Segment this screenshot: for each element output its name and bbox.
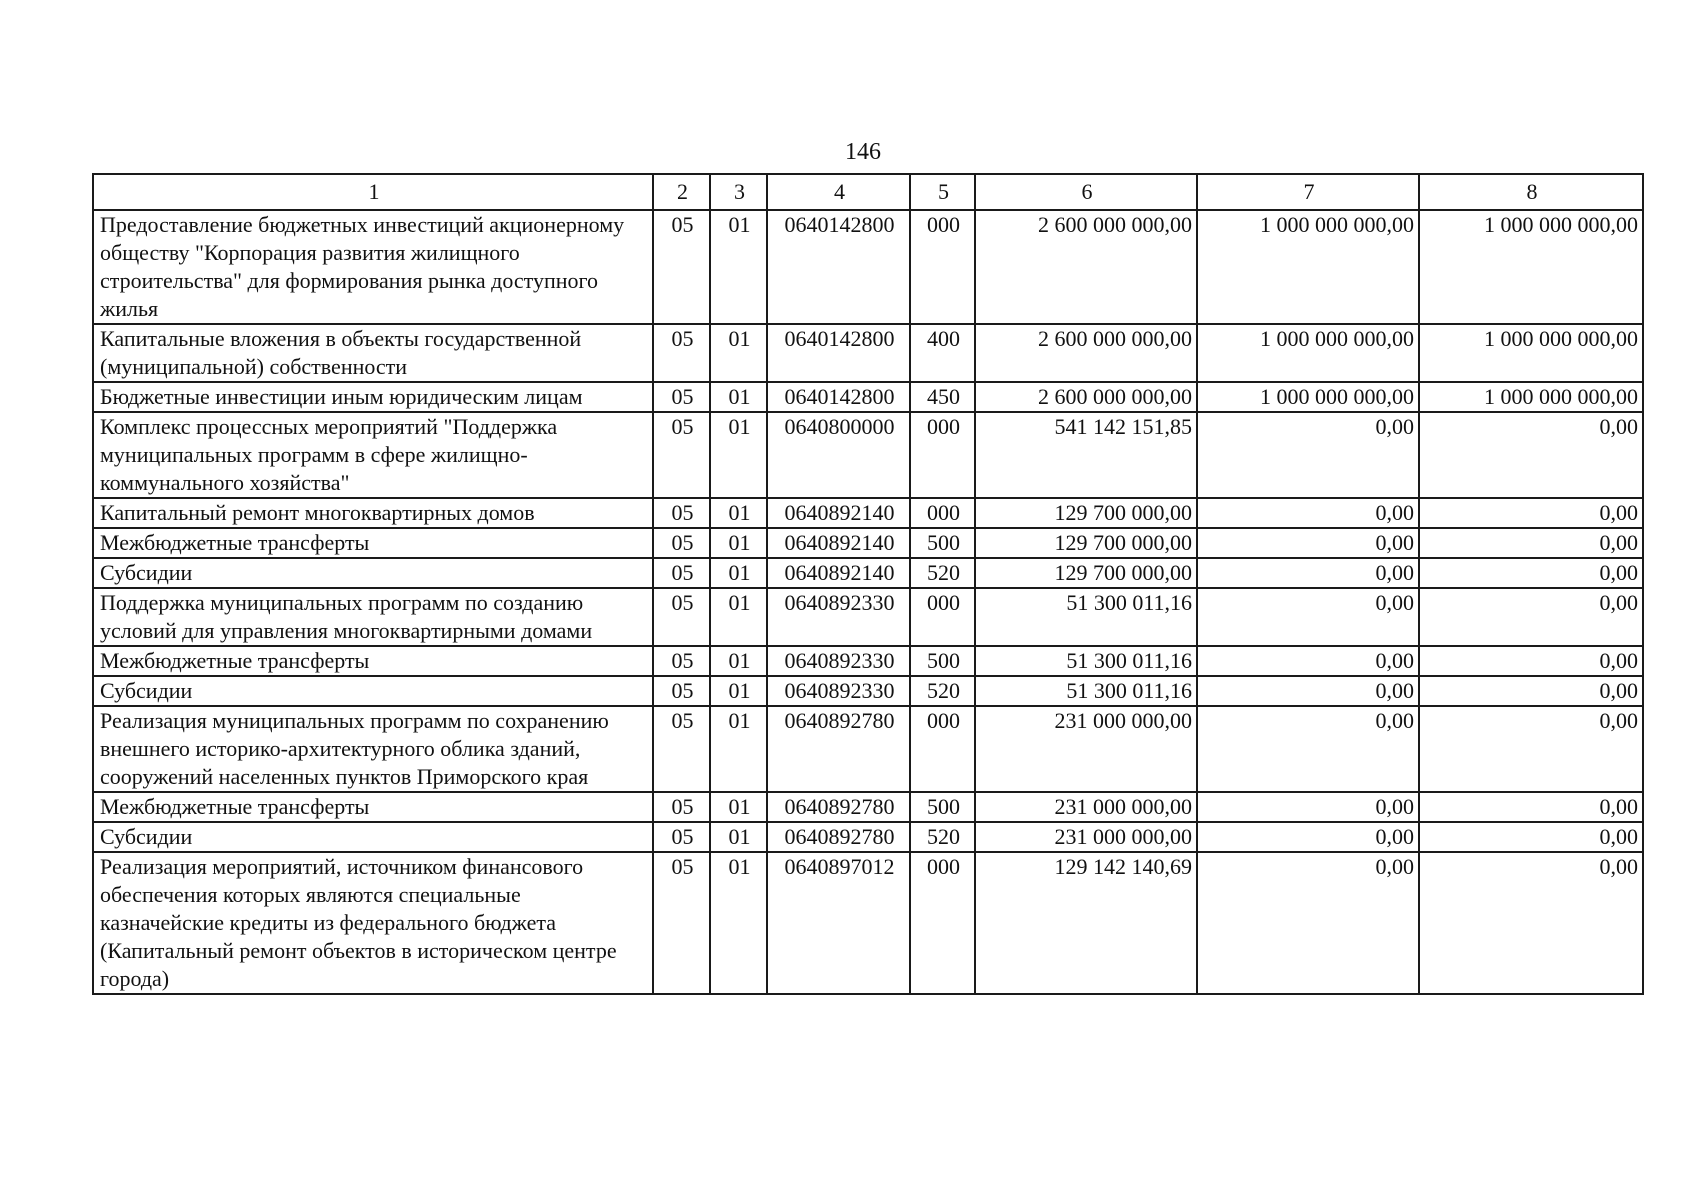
amount-col-7: 0,00 [1197, 822, 1419, 852]
table-row [93, 498, 1643, 528]
column-header: 8 [1419, 174, 1643, 210]
amount-col-8: 0,00 [1419, 412, 1643, 498]
row-name: Субсидии [93, 676, 653, 706]
row-name: Капитальные вложения в объекты государственной (муниципальной) собственности [93, 324, 653, 382]
expense-type-code: 000 [910, 588, 975, 646]
column-header: 5 [910, 174, 975, 210]
expense-type-code: 500 [910, 792, 975, 822]
amount-col-8: 0,00 [1419, 822, 1643, 852]
subsection-code: 01 [710, 646, 767, 676]
table-row [93, 646, 1643, 676]
amount-col-6: 231 000 000,00 [975, 706, 1197, 792]
amount-col-8: 0,00 [1419, 528, 1643, 558]
amount-col-7: 0,00 [1197, 646, 1419, 676]
expense-type-code: 520 [910, 558, 975, 588]
row-name: Предоставление бюджетных инвестиций акционерному обществу "Корпорация развития жилищного строительства" для формирования рынка доступного жилья [93, 210, 653, 324]
section-code: 05 [653, 706, 710, 792]
table-row [93, 412, 1643, 498]
table-row [93, 822, 1643, 852]
amount-col-6: 129 700 000,00 [975, 558, 1197, 588]
table-row [93, 792, 1643, 822]
amount-col-6: 129 142 140,69 [975, 852, 1197, 994]
row-name: Межбюджетные трансферты [93, 528, 653, 558]
column-header: 2 [653, 174, 710, 210]
table-row [93, 382, 1643, 412]
budget-table [92, 173, 1644, 995]
subsection-code: 01 [710, 822, 767, 852]
target-article-code: 0640892330 [767, 646, 910, 676]
target-article-code: 0640892140 [767, 558, 910, 588]
amount-col-6: 2 600 000 000,00 [975, 382, 1197, 412]
target-article-code: 0640892780 [767, 792, 910, 822]
expense-type-code: 000 [910, 412, 975, 498]
row-name: Межбюджетные трансферты [93, 792, 653, 822]
amount-col-8: 0,00 [1419, 588, 1643, 646]
amount-col-7: 0,00 [1197, 706, 1419, 792]
amount-col-8: 1 000 000 000,00 [1419, 382, 1643, 412]
amount-col-7: 1 000 000 000,00 [1197, 210, 1419, 324]
table-row [93, 558, 1643, 588]
amount-col-8: 1 000 000 000,00 [1419, 210, 1643, 324]
target-article-code: 0640142800 [767, 382, 910, 412]
table-row [93, 324, 1643, 382]
row-name: Капитальный ремонт многоквартирных домов [93, 498, 653, 528]
row-name: Реализация муниципальных программ по сохранению внешнего историко-архитектурного облика зданий, сооружений населенных пунктов Приморского края [93, 706, 653, 792]
page-number: 146 [845, 139, 881, 165]
section-code: 05 [653, 852, 710, 994]
amount-col-8: 0,00 [1419, 676, 1643, 706]
expense-type-code: 000 [910, 210, 975, 324]
expense-type-code: 450 [910, 382, 975, 412]
subsection-code: 01 [710, 412, 767, 498]
target-article-code: 0640892780 [767, 706, 910, 792]
amount-col-7: 0,00 [1197, 412, 1419, 498]
table-row [93, 588, 1643, 646]
amount-col-6: 51 300 011,16 [975, 676, 1197, 706]
expense-type-code: 500 [910, 646, 975, 676]
table-row [93, 852, 1643, 994]
target-article-code: 0640892140 [767, 498, 910, 528]
amount-col-8: 0,00 [1419, 852, 1643, 994]
section-code: 05 [653, 588, 710, 646]
amount-col-7: 0,00 [1197, 676, 1419, 706]
target-article-code: 0640892330 [767, 588, 910, 646]
amount-col-8: 0,00 [1419, 706, 1643, 792]
section-code: 05 [653, 324, 710, 382]
target-article-code: 0640142800 [767, 210, 910, 324]
expense-type-code: 000 [910, 706, 975, 792]
row-name: Комплекс процессных мероприятий "Поддержка муниципальных программ в сфере жилищно-коммунального хозяйства" [93, 412, 653, 498]
expense-type-code: 400 [910, 324, 975, 382]
row-name: Субсидии [93, 822, 653, 852]
amount-col-6: 231 000 000,00 [975, 822, 1197, 852]
section-code: 05 [653, 822, 710, 852]
amount-col-7: 0,00 [1197, 792, 1419, 822]
subsection-code: 01 [710, 528, 767, 558]
expense-type-code: 000 [910, 852, 975, 994]
row-name: Субсидии [93, 558, 653, 588]
section-code: 05 [653, 528, 710, 558]
subsection-code: 01 [710, 382, 767, 412]
target-article-code: 0640892140 [767, 528, 910, 558]
amount-col-7: 0,00 [1197, 852, 1419, 994]
column-header: 6 [975, 174, 1197, 210]
subsection-code: 01 [710, 558, 767, 588]
amount-col-7: 0,00 [1197, 588, 1419, 646]
section-code: 05 [653, 412, 710, 498]
subsection-code: 01 [710, 210, 767, 324]
column-header: 4 [767, 174, 910, 210]
target-article-code: 0640892330 [767, 676, 910, 706]
row-name: Межбюджетные трансферты [93, 646, 653, 676]
section-code: 05 [653, 210, 710, 324]
amount-col-8: 1 000 000 000,00 [1419, 324, 1643, 382]
table-row [93, 676, 1643, 706]
amount-col-6: 51 300 011,16 [975, 646, 1197, 676]
amount-col-6: 129 700 000,00 [975, 498, 1197, 528]
amount-col-7: 0,00 [1197, 558, 1419, 588]
section-code: 05 [653, 558, 710, 588]
target-article-code: 0640897012 [767, 852, 910, 994]
amount-col-6: 51 300 011,16 [975, 588, 1197, 646]
amount-col-8: 0,00 [1419, 558, 1643, 588]
amount-col-6: 2 600 000 000,00 [975, 210, 1197, 324]
section-code: 05 [653, 792, 710, 822]
amount-col-8: 0,00 [1419, 792, 1643, 822]
amount-col-8: 0,00 [1419, 498, 1643, 528]
subsection-code: 01 [710, 324, 767, 382]
target-article-code: 0640800000 [767, 412, 910, 498]
amount-col-6: 2 600 000 000,00 [975, 324, 1197, 382]
amount-col-7: 1 000 000 000,00 [1197, 382, 1419, 412]
section-code: 05 [653, 676, 710, 706]
amount-col-7: 1 000 000 000,00 [1197, 324, 1419, 382]
subsection-code: 01 [710, 792, 767, 822]
expense-type-code: 520 [910, 676, 975, 706]
subsection-code: 01 [710, 588, 767, 646]
amount-col-8: 0,00 [1419, 646, 1643, 676]
header-row [93, 174, 1643, 210]
target-article-code: 0640142800 [767, 324, 910, 382]
row-name: Реализация мероприятий, источником финансового обеспечения которых являются специальные казначейские кредиты из федерального бюджета (Капитальный ремонт объектов в историческом центре города) [93, 852, 653, 994]
table-row [93, 210, 1643, 324]
subsection-code: 01 [710, 498, 767, 528]
subsection-code: 01 [710, 676, 767, 706]
expense-type-code: 500 [910, 528, 975, 558]
subsection-code: 01 [710, 852, 767, 994]
table-row [93, 528, 1643, 558]
column-header: 3 [710, 174, 767, 210]
expense-type-code: 000 [910, 498, 975, 528]
column-header: 7 [1197, 174, 1419, 210]
section-code: 05 [653, 498, 710, 528]
amount-col-7: 0,00 [1197, 528, 1419, 558]
subsection-code: 01 [710, 706, 767, 792]
row-name: Бюджетные инвестиции иным юридическим лицам [93, 382, 653, 412]
expense-type-code: 520 [910, 822, 975, 852]
row-name: Поддержка муниципальных программ по созданию условий для управления многоквартирными домами [93, 588, 653, 646]
target-article-code: 0640892780 [767, 822, 910, 852]
amount-col-7: 0,00 [1197, 498, 1419, 528]
section-code: 05 [653, 646, 710, 676]
section-code: 05 [653, 382, 710, 412]
amount-col-6: 231 000 000,00 [975, 792, 1197, 822]
table-row [93, 706, 1643, 792]
amount-col-6: 541 142 151,85 [975, 412, 1197, 498]
amount-col-6: 129 700 000,00 [975, 528, 1197, 558]
column-header: 1 [93, 174, 653, 210]
